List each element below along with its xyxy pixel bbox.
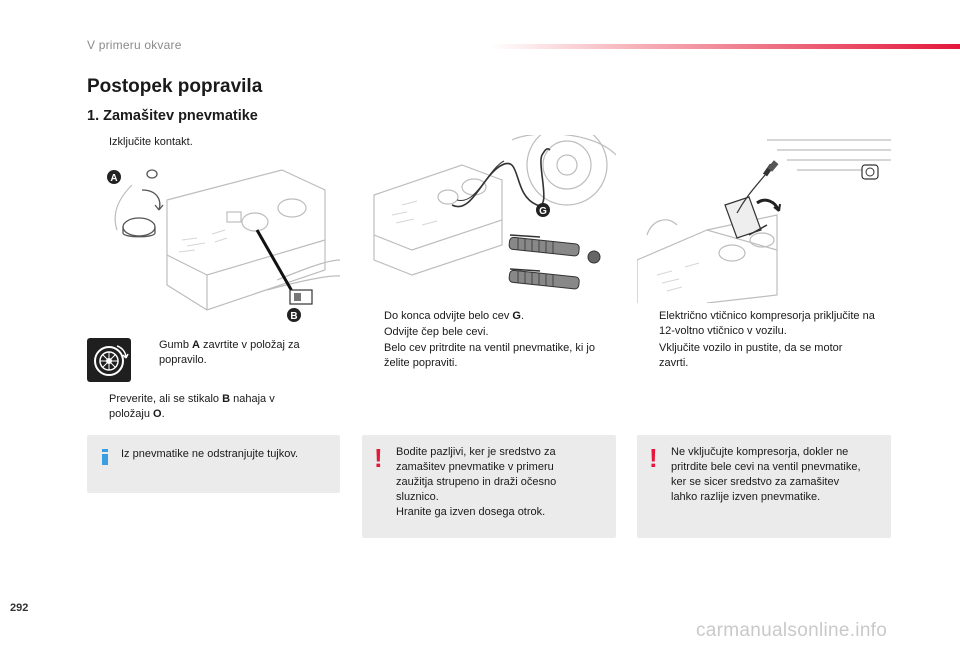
note-text <box>671 445 887 505</box>
page-title: Postopek popravila <box>87 76 263 97</box>
step-turn-knob-a <box>137 338 337 370</box>
text-part: nahaja v položaju <box>109 393 275 420</box>
step-text: Odvijte čep bele cevi. <box>384 326 489 338</box>
note-line: ker se sicer sredstvo za zamašitev <box>671 476 840 488</box>
warning-note-compressor <box>637 435 891 538</box>
note-line: sluznico. <box>396 491 439 503</box>
compressor-illustration-socket <box>637 135 891 303</box>
section-label: V primeru okvare <box>87 38 182 52</box>
note-line: Hranite ga izven dosega otrok. <box>396 506 546 518</box>
key-label: A <box>192 339 200 351</box>
step-text: Vključite vozilo in pustite, da se motor zavrti. <box>659 342 843 369</box>
text-part: . <box>520 310 525 322</box>
note-text <box>396 445 611 520</box>
step-check-switch-b <box>87 392 337 424</box>
step-text: Izključite kontakt. <box>109 136 193 148</box>
text-part: . <box>161 408 165 420</box>
step-text: Električno vtičnico kompresorja priključite na 12-voltno vtičnico v vozilu. <box>659 310 875 337</box>
watermark: carmanualsonline.info <box>696 620 888 641</box>
note-line: Ne vključujte kompresorja, dokler ne <box>671 446 849 458</box>
step-unscrew-cap <box>362 325 616 341</box>
callout-g-label: G <box>539 206 547 217</box>
warning-icon: ! <box>649 443 658 473</box>
repair-mode-dial-icon <box>87 338 131 382</box>
compressor-illustration-hose <box>362 135 616 303</box>
key-label: O <box>153 408 162 420</box>
step-unwind-hose-g <box>362 309 616 325</box>
step-text <box>384 309 524 324</box>
step-start-engine <box>637 341 891 373</box>
text-part: Preverite, ali se stikalo <box>109 393 223 405</box>
note-line: zaužitja strupeno in draži očesno <box>396 476 557 488</box>
note-text: Iz pnevmatike ne odstranjujte tujkov. <box>121 448 299 460</box>
step-attach-hose-valve <box>362 341 616 373</box>
note-line: zamašitev pnevmatike v primeru <box>396 461 554 473</box>
text-part: zavrtite v položaj za popravilo. <box>159 339 300 366</box>
header-accent-bar <box>490 44 960 49</box>
callout-a-label: A <box>110 173 118 184</box>
key-label: G <box>512 310 521 322</box>
info-note-foreign-objects <box>87 435 340 493</box>
callout-b-label: B <box>290 311 298 322</box>
info-icon <box>99 449 111 465</box>
text-part: Do konca odvijte belo cev <box>384 310 513 322</box>
step-text <box>109 392 314 422</box>
warning-icon: ! <box>374 443 383 473</box>
compressor-illustration-knob <box>87 160 340 330</box>
note-line: lahko razlije izven pnevmatike. <box>671 491 821 503</box>
step-text <box>159 338 339 368</box>
key-label: B <box>222 393 231 405</box>
warning-note-toxic-sealant <box>362 435 616 538</box>
step-plug-socket <box>637 309 891 341</box>
step-text: Belo cev pritrdite na ventil pnevmatike, ki jo želite popraviti. <box>384 342 595 369</box>
text-part: Gumb <box>159 339 193 351</box>
section-subtitle: 1. Zamašitev pnevmatike <box>87 108 258 124</box>
page-number: 292 <box>10 602 29 614</box>
note-line: pritrdite bele cevi na ventil pnevmatike, <box>671 461 861 473</box>
step-switch-off-ignition <box>87 135 327 151</box>
note-line: Bodite pazljivi, ker je sredstvo za <box>396 446 556 458</box>
